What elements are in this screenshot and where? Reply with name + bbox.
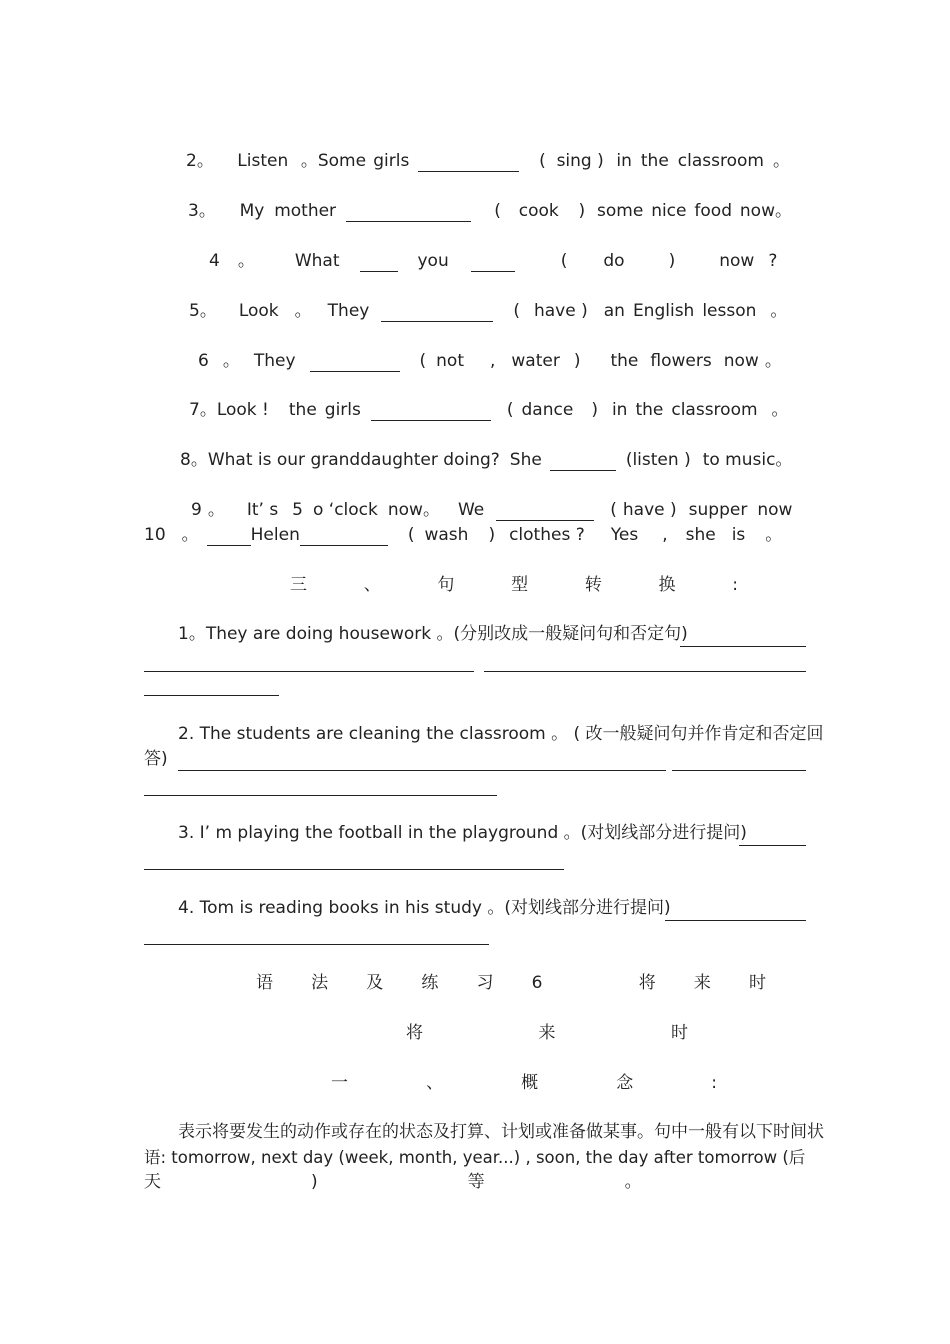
heading-char: 一 — [331, 1073, 348, 1093]
answer-blank[interactable] — [381, 302, 493, 322]
exercise-number: 4 — [209, 251, 220, 271]
answer-blank[interactable] — [550, 451, 616, 471]
word: ) — [488, 525, 496, 545]
word: dance — [521, 400, 574, 420]
word: ( — [560, 251, 568, 271]
answer-line[interactable] — [739, 844, 806, 846]
exercise-3 — [188, 199, 792, 224]
heading-char: : — [732, 575, 738, 595]
word: the — [640, 151, 669, 171]
word: , — [490, 351, 496, 371]
word: Listen — [237, 151, 289, 171]
word: clothes ? — [509, 525, 585, 545]
answer-line[interactable] — [144, 794, 497, 796]
word: 。 — [765, 525, 783, 545]
answer-line[interactable] — [144, 670, 474, 672]
definition-text: 表示将要发生的动作或存在的状态及打算、计划或准备做某事。句中一般有以下时间状 — [178, 1122, 824, 1142]
word: We — [457, 500, 485, 520]
definition-text: 语: tomorrow, next day (week, month, year...) , soon, the day after tomorrow (后 — [144, 1148, 806, 1167]
word: she — [685, 525, 716, 545]
answer-blank[interactable] — [496, 501, 594, 521]
word: 。 — [771, 400, 789, 420]
answer-blank[interactable] — [346, 202, 471, 222]
word: Look — [238, 301, 279, 321]
answer-line[interactable] — [144, 694, 279, 696]
word: 5 — [292, 500, 303, 520]
word: not — [436, 351, 464, 371]
word: It’ s — [246, 500, 279, 520]
word: sing ) — [556, 151, 604, 171]
heading-char: 来 — [538, 1023, 556, 1043]
answer-blank[interactable] — [300, 526, 388, 546]
word: ( — [407, 525, 415, 545]
word: in — [616, 151, 632, 171]
word: now — [757, 500, 793, 520]
word: ( — [539, 151, 546, 171]
definition-text: 天 — [144, 1172, 161, 1192]
word: an — [603, 301, 625, 321]
word: classroom — [671, 400, 758, 420]
word: 。 — [764, 351, 782, 371]
subsection-title — [331, 1071, 717, 1096]
word: ) — [591, 400, 598, 420]
word: to music。 — [702, 450, 793, 470]
word: o ‘clock — [313, 500, 378, 520]
word: What — [294, 251, 340, 271]
word: 。 — [181, 525, 199, 545]
exercise-number: 3。 — [188, 201, 216, 221]
question-text: 2. The students are cleaning the classroom 。 ( 改一般疑问句并作肯定和否定回 — [178, 724, 824, 744]
exercise-6 — [198, 349, 788, 374]
answer-line[interactable] — [144, 943, 489, 945]
word: My — [239, 201, 265, 221]
heading-char: 时 — [671, 1023, 688, 1043]
answer-blank[interactable] — [471, 252, 515, 272]
heading-char: 及 — [366, 973, 384, 993]
word: the — [635, 400, 664, 420]
word: some — [597, 201, 644, 221]
transform-3 — [178, 821, 747, 846]
word: ? — [768, 251, 778, 271]
word: girls — [324, 400, 361, 420]
definition-line-1 — [178, 1120, 824, 1145]
word: supper — [688, 500, 748, 520]
exercise-number: 8 — [180, 450, 191, 470]
word: 。 — [222, 351, 240, 371]
heading-char: 将 — [406, 1023, 423, 1043]
word: in — [611, 400, 628, 420]
heading-char: 转 — [584, 575, 602, 595]
heading-char: 三 — [290, 575, 307, 595]
transform-4 — [178, 896, 671, 921]
question-text: 3. I’ m playing the football in the playground 。(对划线部分进行提问) — [178, 823, 747, 843]
answer-line[interactable] — [178, 769, 666, 771]
word: classroom — [677, 151, 764, 171]
heading-char: 来 — [693, 973, 711, 993]
exercise-number: 9 — [191, 500, 202, 520]
word: 。 — [770, 301, 788, 321]
answer-line[interactable] — [672, 769, 806, 771]
heading-char: 型 — [511, 575, 529, 595]
word: wash — [424, 525, 469, 545]
heading-char: 换 — [658, 575, 676, 595]
word: ( — [506, 400, 514, 420]
definition-text: ) — [311, 1172, 318, 1192]
word: mother — [274, 201, 337, 221]
exercise-4 — [209, 249, 779, 274]
word: flowers — [650, 351, 712, 371]
heading-char: 法 — [311, 973, 329, 993]
word: ( — [610, 500, 617, 520]
exercise-10 — [144, 523, 784, 548]
word: lesson — [702, 301, 757, 321]
word: ( — [419, 351, 427, 371]
word: English — [632, 301, 695, 321]
section-title — [406, 1021, 688, 1046]
answer-blank[interactable] — [207, 526, 251, 546]
exercise-5 — [189, 299, 789, 324]
exercise-number: 6 — [198, 351, 209, 371]
definition-text: 。 — [624, 1172, 642, 1192]
heading-char: 、 — [426, 1073, 444, 1093]
word: have ) — [622, 500, 677, 520]
question-text: 1。They are doing housework 。(分别改成一般疑问句和否定句) — [178, 624, 688, 644]
definition-text: 等 — [467, 1172, 485, 1192]
word: They — [327, 301, 370, 321]
word: ) — [668, 251, 676, 271]
heading-char: 练 — [421, 973, 439, 993]
word: now。 — [387, 500, 440, 520]
word: do — [603, 251, 625, 271]
transform-2 — [178, 722, 824, 747]
word: ( — [513, 301, 520, 321]
word: the — [288, 400, 317, 420]
definition-line-2 — [144, 1145, 808, 1170]
section-heading-sentence-transform — [290, 573, 738, 598]
word: ) — [578, 201, 586, 221]
answer-blank[interactable] — [310, 352, 400, 372]
question-text: 答) — [144, 749, 168, 769]
word: Yes — [610, 525, 639, 545]
word: is — [731, 525, 746, 545]
word: 。Look ! — [199, 400, 269, 420]
word: 。 — [237, 251, 255, 271]
exercise-number: 10 — [144, 525, 166, 545]
word: the — [610, 351, 639, 371]
question-text: 4. Tom is reading books in his study 。(对划线部分进行提问) — [178, 898, 671, 918]
word: Helen — [250, 525, 300, 545]
exercise-number: 5。 — [189, 301, 217, 321]
word: 。 — [207, 500, 225, 520]
word: now。 — [739, 201, 792, 221]
word: girls — [373, 151, 410, 171]
word: 。 — [773, 151, 790, 171]
heading-char: 概 — [521, 1073, 539, 1093]
heading-char: 6 — [531, 973, 543, 993]
definition-line-3 — [144, 1170, 654, 1195]
word: 。 — [294, 301, 312, 321]
exercise-9 — [191, 498, 807, 523]
word: She — [509, 450, 542, 470]
heading-char: 习 — [476, 973, 494, 993]
word: water — [511, 351, 560, 371]
heading-char: : — [711, 1073, 717, 1093]
word: They — [253, 351, 296, 371]
word: now — [723, 351, 759, 371]
heading-char: 句 — [437, 575, 455, 595]
word: 。What is our granddaughter doing? — [190, 450, 500, 470]
heading-char: 语 — [256, 973, 273, 993]
word: (listen ) — [625, 450, 691, 470]
exercise-7 — [189, 398, 789, 423]
answer-line[interactable] — [665, 919, 806, 921]
word: now — [719, 251, 755, 271]
word: ) — [573, 351, 581, 371]
answer-blank[interactable] — [371, 401, 491, 421]
word: , — [662, 525, 668, 545]
answer-line[interactable] — [144, 868, 564, 870]
answer-blank[interactable] — [418, 152, 519, 172]
word: food — [694, 201, 732, 221]
word: 。Some — [300, 151, 367, 171]
heading-char: 念 — [616, 1073, 634, 1093]
exercise-number: 2。 — [186, 151, 214, 171]
answer-line[interactable] — [484, 670, 806, 672]
answer-line[interactable] — [680, 645, 806, 647]
answer-blank[interactable] — [360, 252, 398, 272]
heading-char: 时 — [748, 973, 766, 993]
exercise-number: 7 — [189, 400, 200, 420]
word: cook — [518, 201, 559, 221]
heading-char: 、 — [363, 575, 381, 595]
exercise-8 — [180, 448, 800, 473]
heading-char: 将 — [638, 973, 656, 993]
word: ( — [494, 201, 501, 221]
word: have ) — [533, 301, 588, 321]
word: you — [417, 251, 449, 271]
word: nice — [651, 201, 687, 221]
transform-1 — [178, 622, 688, 647]
exercise-2 — [186, 149, 790, 174]
chapter-title — [256, 971, 766, 996]
